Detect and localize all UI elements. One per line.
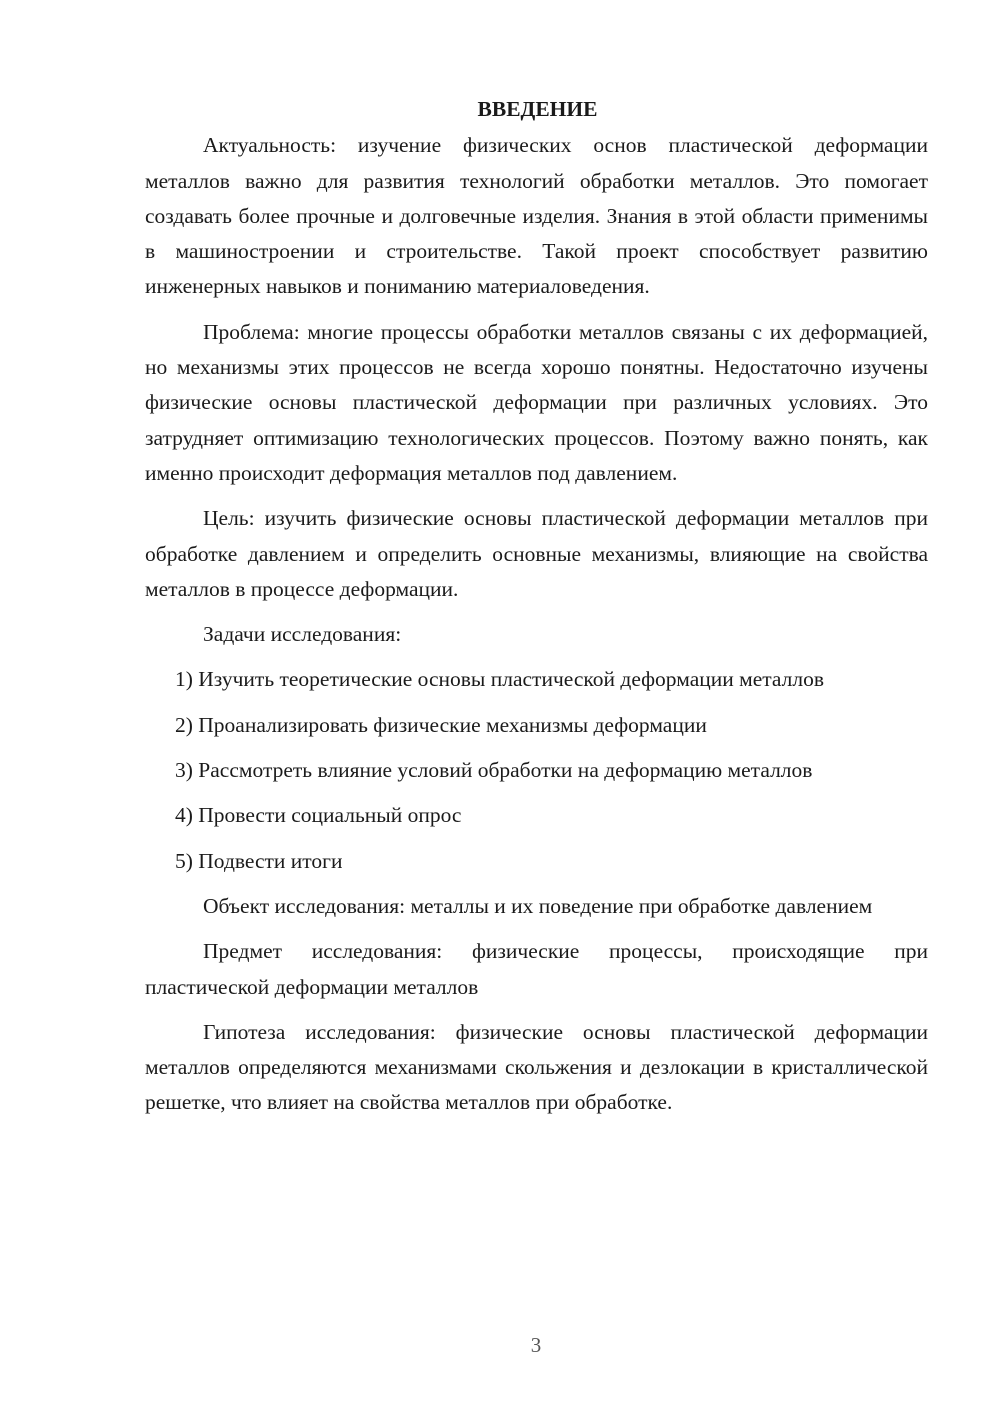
- document-page: [145, 92, 928, 1131]
- task-item-2: 2) Проанализировать физические механизмы деформации: [175, 712, 707, 737]
- task-item-1: 1) Изучить теоретические основы пластической деформации металлов: [175, 667, 825, 692]
- task-item-4: 4) Провести социальный опрос: [175, 803, 462, 828]
- paragraph-problem: Проблема: многие процессы обработки металлов связаны с их деформацией, но механизмы этих процессов не всегда хорошо понятны. Недостаточно изучены физические основы пластической деформации при различных условиях. Это затрудняет оптимизацию технологических процессов. Поэтому важно понять, как именно происходит деформация металлов под давлением.: [145, 319, 928, 485]
- paragraph-goal: Цель: изучить физические основы пластической деформации металлов при обработке давлением и определить основные механизмы, влияющие на свойства металлов в процессе деформации.: [145, 506, 928, 601]
- paragraph-hypothesis: Гипотеза исследования: физические основы пластической деформации металлов определяются механизмами скольжения и дезлокации в кристаллической решетке, что влияет на свойства металлов при обработке.: [145, 1019, 928, 1115]
- paragraph-object: Объект исследования: металлы и их поведение при обработке давлением: [203, 893, 873, 918]
- section-title: ВВЕДЕНИЕ: [477, 97, 598, 121]
- task-item-5: 5) Подвести итоги: [175, 848, 343, 873]
- page-number: 3: [530, 1333, 542, 1357]
- paragraph-subject: Предмет исследования: физические процессы, происходящие при пластической деформации металлов: [145, 939, 928, 999]
- task-item-3: 3) Рассмотреть влияние условий обработки на деформацию металлов: [175, 758, 813, 783]
- tasks-heading: Задачи исследования:: [203, 622, 402, 647]
- paragraph-relevance: Актуальность: изучение физических основ пластической деформации металлов важно для развития технологий обработки металлов. Это помогает создавать более прочные и долговечные изделия. Знания в этой области применимы в машиностроении и строительстве. Такой проект способствует развитию инженерных навыков и пониманию материаловедения.: [145, 133, 928, 299]
